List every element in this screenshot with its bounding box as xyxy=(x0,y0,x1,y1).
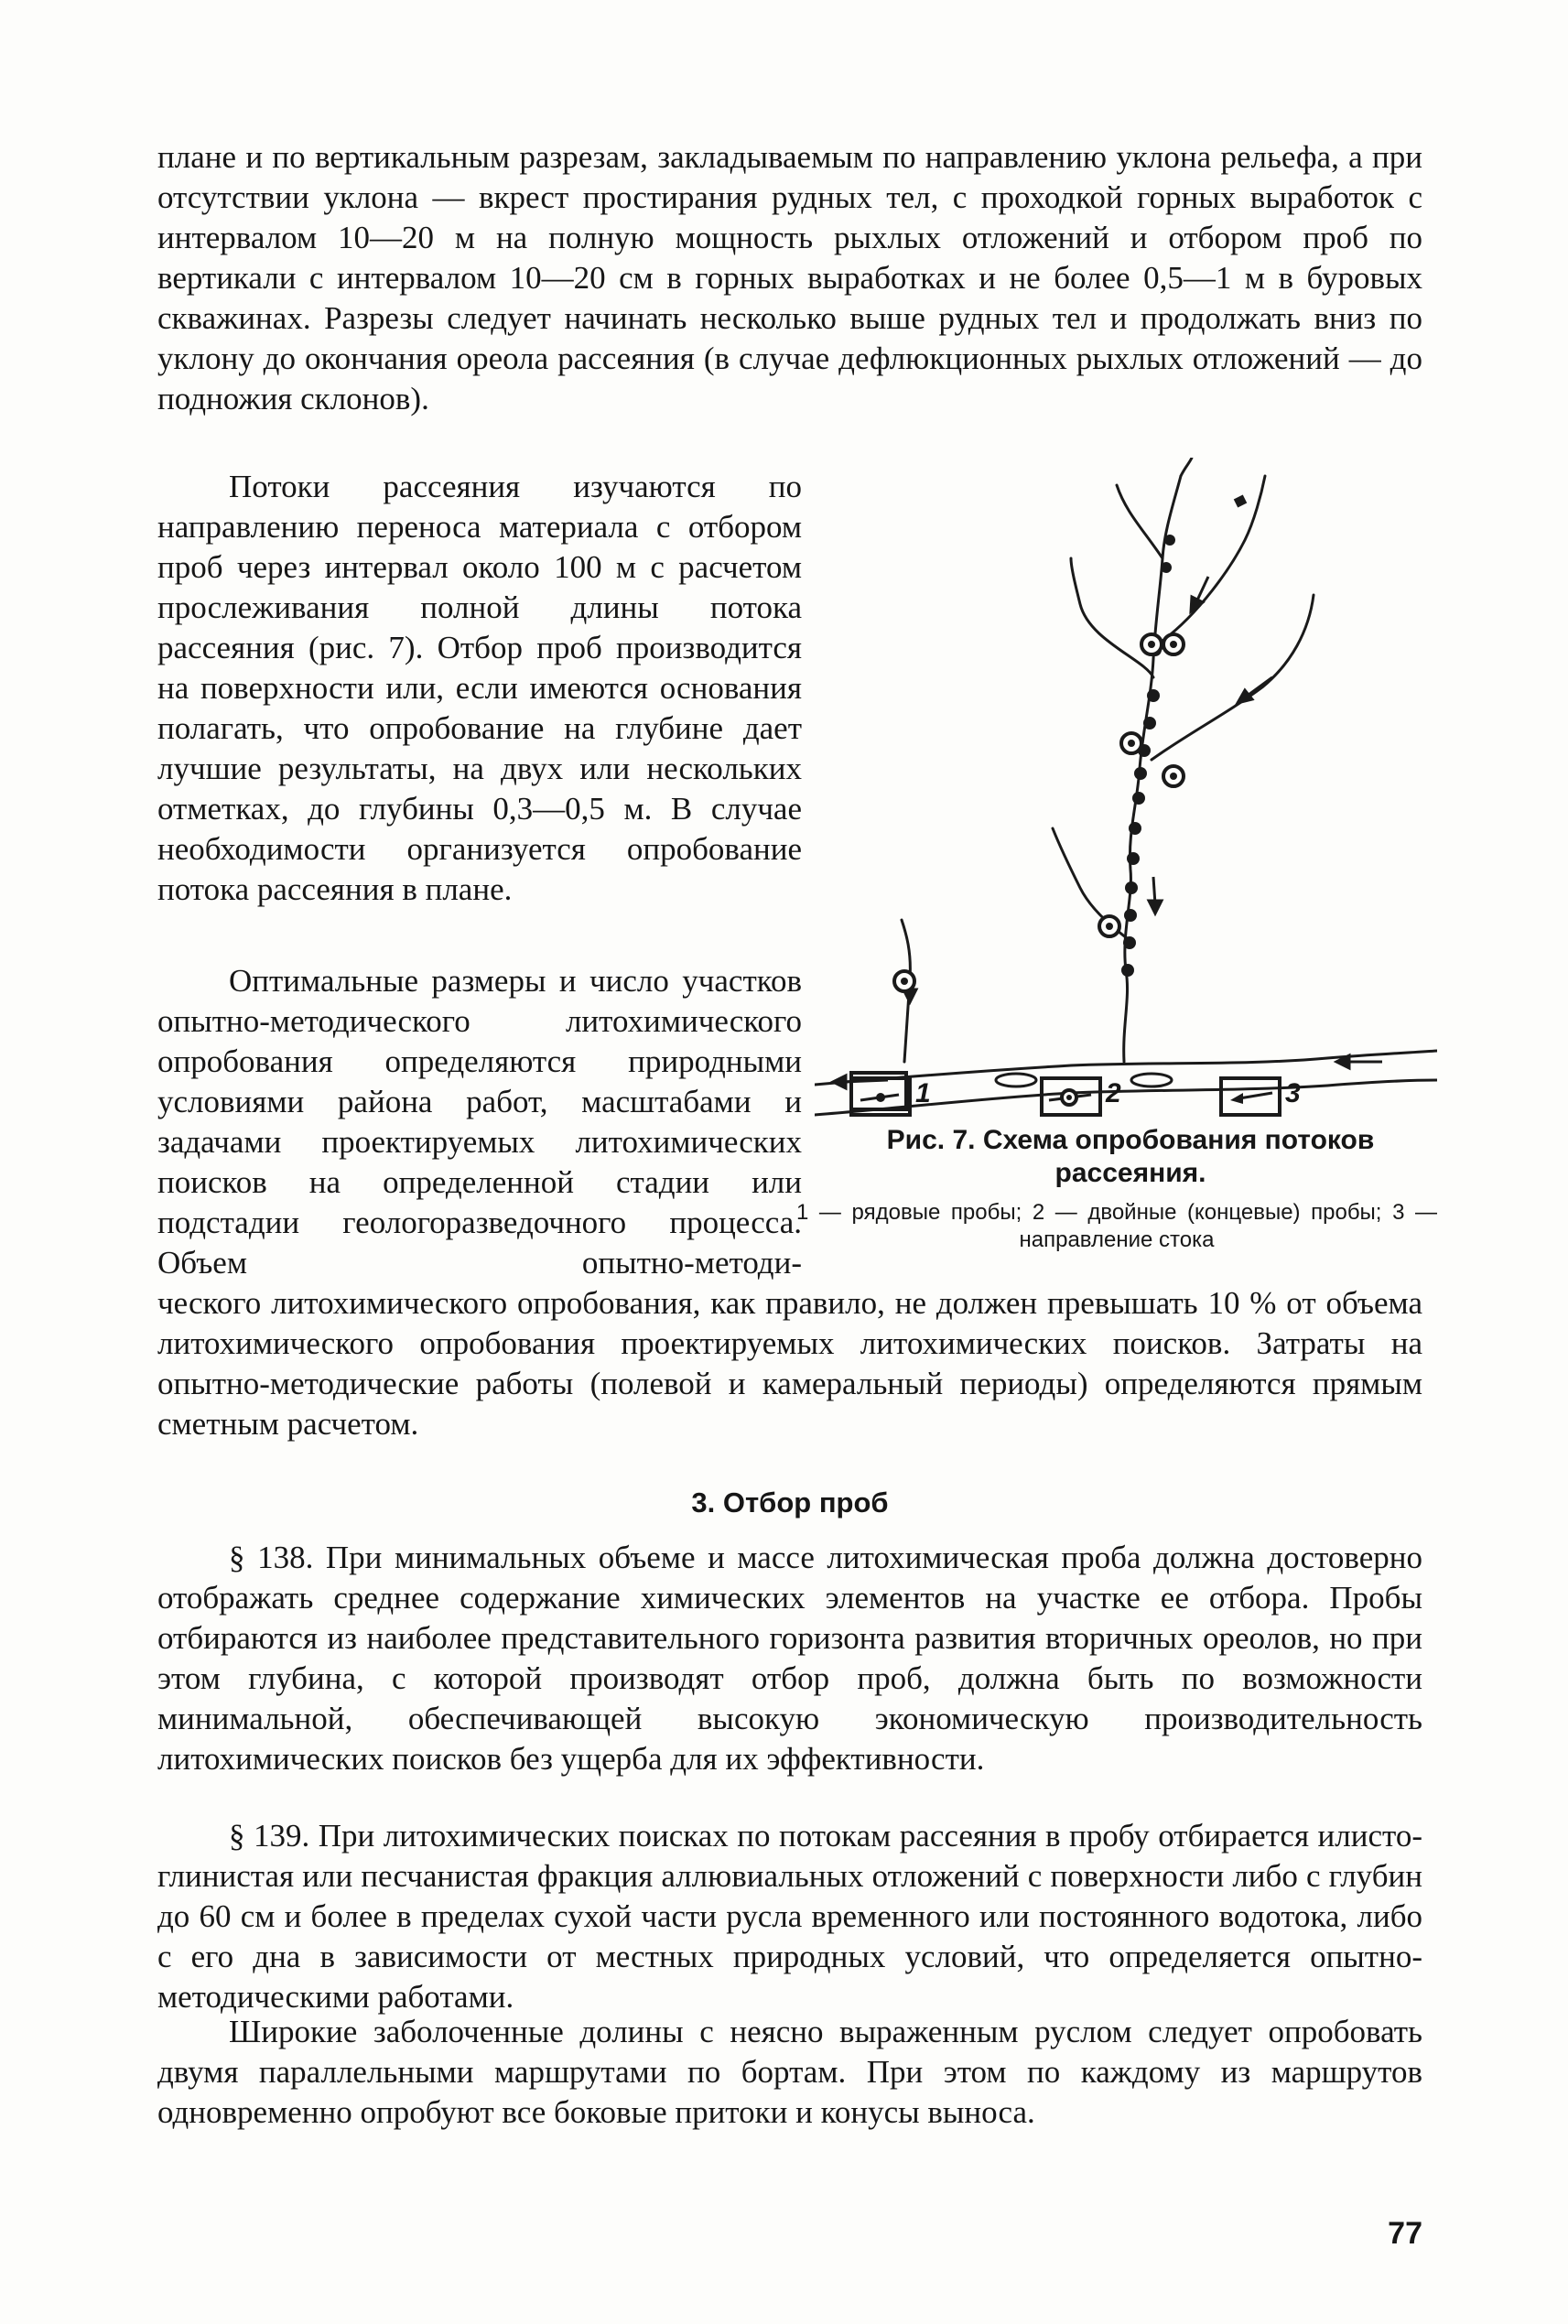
paragraph-wide-valleys: Широкие заболоченные долины с неясно выраженным руслом следует опробовать двумя параллельными маршрутами по бортам. При этом по каждому из маршрутов одновременно опробуют все боковые притоки и конусы выноса. xyxy=(157,2014,1422,2130)
double-samples xyxy=(894,634,1184,991)
paragraph-section-138: § 138. При минимальных объеме и массе литохимическая проба должна достоверно отображать среднее содержание химических элементов на участке ее отбора. Пробы отбираются из наиболее представительного горизонта развития вторичных ореолов, но при этом глубина, с которой производят отбор проб, должна быть по возможности минимальной, обеспечивающей высокую экономическую производительность литохимических поисков без ущерба для их эффективности. xyxy=(157,1540,1422,1777)
tributary-right xyxy=(1152,595,1314,760)
flow-direction-icon xyxy=(1221,1078,1280,1115)
figure-legend: 1 — рядовые пробы; 2 — двойные (концевые) пробы; 3 — направление стока xyxy=(796,1200,1437,1252)
tributary-left-upper xyxy=(1071,558,1153,677)
legend-number-2: 2 xyxy=(1106,1078,1121,1108)
ordinary-sample-dot xyxy=(1129,822,1141,835)
paragraph-optimal-sizes-continued: ческого литохимического опробования, как правило, не должен превышать 10 % от объема литохимического опробования проектируемых литохимических поисков. Затраты на опытно-методические работы (полевой и камеральный периоды) определяются прямым сметным расчетом. xyxy=(157,1285,1422,1442)
ordinary-sample-icon xyxy=(851,1078,910,1115)
ordinary-sample-dot xyxy=(1164,535,1175,546)
ordinary-sample-dot xyxy=(1161,562,1172,573)
ordinary-sample-dot xyxy=(1127,852,1140,865)
ordinary-samples xyxy=(1121,535,1175,977)
figure-caption: Рис. 7. Схема опробования потоков рассеяния. xyxy=(886,1125,1375,1188)
paragraph-intro: плане и по вертикальным разрезам, закладываемым по направлению уклона рельефа, а при отсутствии уклона — вкрест простирания рудных тел, с проходкой горных выработок с интервалом 10—20 м на полную мощность рыхлых отложений и отбором проб по вертикали с интервалом 10—20 см в горных выработках и не более 0,5—1 м в буровых скважинах. Разрезы следует начинать несколько выше рудных тел и продолжать вниз по уклону до окончания ореола рассеяния (в случае дефлюкционных рыхлых отложений — до подножия склонов). xyxy=(157,139,1422,416)
page-number: 77 xyxy=(1388,2216,1422,2251)
paragraph-dispersion-flows: Потоки рассеяния изучаются по направлению переноса материала с отбором проб через интервал около 100 м с расчетом прослеживания полной длины потока рассеяния (рис. 7). Отбор проб производится на поверхности или, если имеются основания полагать, что опробование на глубине дает лучшие результаты, на двух или нескольких отметках, до глубины 0,3—0,5 м. В случае необходимости организуется опробование потока рассеяния в плане. xyxy=(157,469,802,907)
dispersion-flow-diagram xyxy=(815,458,1437,1140)
ordinary-sample-dot xyxy=(1132,792,1145,805)
figure-sampling-scheme xyxy=(815,458,1437,1140)
paragraph-section-139: § 139. При литохимических поисках по потокам рассеяния в пробу отбирается илисто-глинистая или песчанистая фракция аллювиальных отложений с поверхности либо с глубин до 60 см и более в пределах сухой части русла временного или постоянного водотока, либо с его дна в зависимости от местных природных условий, что определяется опытно-методическими работами. xyxy=(157,1818,1422,2015)
tributary-upper-right xyxy=(1162,476,1265,641)
section-heading: 3. Отбор проб xyxy=(691,1486,889,1519)
legend-number-3: 3 xyxy=(1285,1078,1301,1108)
ordinary-sample-dot xyxy=(1143,717,1156,730)
ordinary-sample-dot xyxy=(1125,881,1138,894)
double-sample-icon xyxy=(1042,1078,1100,1115)
flow-arrow-icon xyxy=(1149,901,1162,913)
ordinary-sample-dot xyxy=(1124,909,1137,922)
ordinary-sample-dot xyxy=(1134,767,1147,780)
legend-number-1: 1 xyxy=(915,1078,931,1108)
ordinary-sample-dot xyxy=(1121,964,1134,977)
paragraph-optimal-sizes: Оптимальные размеры и число участков опытно-методического литохимического опробования определяются природными условиями района работ, масштабами и задачами проектируемых литохимических поисков на определенной стадии или подстадии геологоразведочного процесса. Объем опытно-методи- xyxy=(157,963,802,1281)
ordinary-sample-dot xyxy=(1147,689,1160,702)
ordinary-sample-dot xyxy=(1123,936,1136,949)
tributary-upper-left xyxy=(1117,485,1162,558)
